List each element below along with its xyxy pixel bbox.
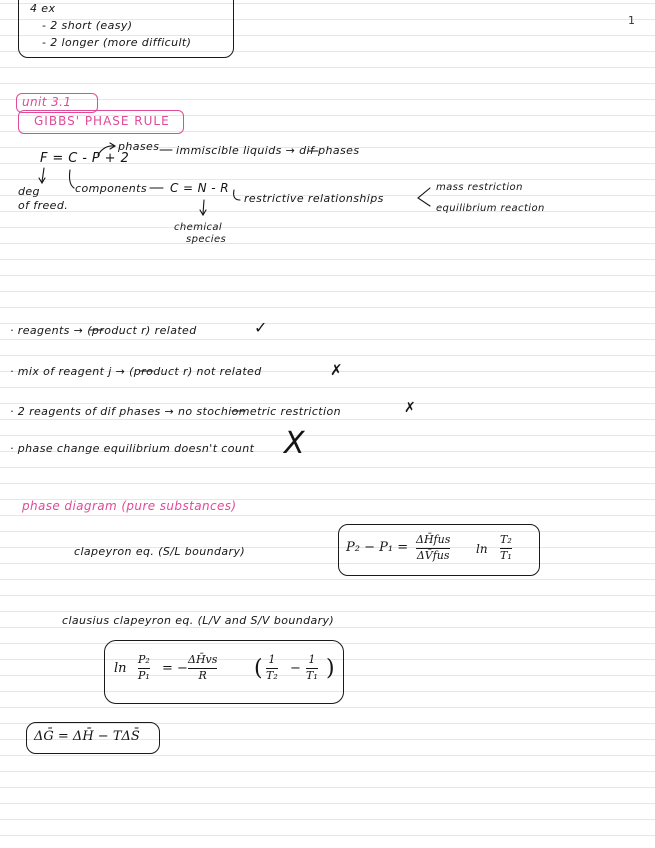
clausius-clapeyron-minus: − bbox=[290, 661, 301, 676]
exam-format-line-2: - 2 short (easy) bbox=[42, 19, 133, 32]
equilibrium-reaction: equilibrium reaction bbox=[436, 203, 545, 214]
clapeyron-temperature-denominator: T₁ bbox=[500, 548, 512, 562]
clapeyron-label: clapeyron eq. (S/L boundary) bbox=[74, 545, 246, 558]
exam-format-line-3: - 2 longer (more difficult) bbox=[42, 36, 192, 49]
dof-label-line-2: of freed. bbox=[18, 199, 69, 212]
clausius-clapeyron-close-paren: ) bbox=[326, 656, 335, 681]
bullet-3-cross-icon: ✗ bbox=[404, 400, 416, 416]
phase-diagram-heading: phase diagram (pure substances) bbox=[22, 499, 237, 513]
phases-note: immiscible liquids → dif phases bbox=[176, 144, 360, 157]
unit-title: GIBBS' PHASE RULE bbox=[34, 114, 170, 128]
bullet-4-text: · phase change equilibrium doesn't count bbox=[10, 442, 255, 455]
bullet-1-check-icon: ✓ bbox=[254, 318, 268, 337]
components-formula: C = N - R bbox=[170, 181, 229, 195]
clapeyron-lhs: P₂ − P₁ = bbox=[346, 540, 409, 555]
clausius-clapeyron-enthalpy-fraction bbox=[188, 654, 217, 682]
clausius-clapeyron-pressure-numerator: P₂ bbox=[138, 653, 150, 666]
page-number: 1 bbox=[628, 14, 635, 27]
chemical-species-line-1: chemical bbox=[174, 222, 223, 233]
clausius-clapeyron-enthalpy-denominator: R bbox=[198, 668, 207, 682]
bullet-1-text: · reagents → (product r) related bbox=[10, 324, 197, 337]
clausius-clapeyron-inverse-t1-numerator: 1 bbox=[308, 653, 316, 666]
clapeyron-temperature-fraction bbox=[500, 534, 512, 562]
clausius-clapeyron-inverse-t2 bbox=[266, 654, 278, 682]
bullet-2-cross-icon: ✗ bbox=[330, 361, 343, 379]
bullet-3-text: · 2 reagents of dif phases → no stochiometric restriction bbox=[10, 405, 341, 418]
phase-rule-formula: F = C - P + 2 bbox=[40, 151, 130, 166]
chemical-species-line-2: species bbox=[186, 234, 227, 245]
clausius-clapeyron-inverse-t1-denominator: T₁ bbox=[306, 668, 318, 682]
phases-label: phases bbox=[118, 140, 160, 153]
components-label: components bbox=[75, 182, 147, 195]
bullet-2-text: · mix of reagent j → (product r) not related bbox=[10, 365, 262, 378]
clapeyron-enthalpy-fraction bbox=[416, 534, 450, 562]
gibbs-energy-equation: ΔḠ = ΔH̄ − TΔS̄ bbox=[34, 729, 140, 744]
clausius-clapeyron-inverse-t2-denominator: T₂ bbox=[266, 668, 278, 682]
bullet-4-cross-icon: X bbox=[284, 426, 305, 461]
clausius-clapeyron-pressure-denominator: P₁ bbox=[138, 668, 150, 682]
clausius-clapeyron-pressure-fraction bbox=[138, 654, 150, 682]
clausius-clapeyron-inverse-t2-numerator: 1 bbox=[268, 653, 276, 666]
clausius-clapeyron-equals: = − bbox=[162, 661, 188, 676]
clausius-clapeyron-open-paren: ( bbox=[254, 656, 263, 681]
dof-label-line-1: deg bbox=[18, 185, 40, 198]
clapeyron-enthalpy-numerator: ΔH̄fus bbox=[416, 533, 451, 546]
unit-label: unit 3.1 bbox=[22, 95, 72, 109]
mass-restriction: mass restriction bbox=[436, 182, 523, 193]
clapeyron-enthalpy-denominator: ΔV̄fus bbox=[416, 548, 450, 562]
clausius-clapeyron-enthalpy-numerator: ΔH̄vs bbox=[188, 653, 218, 666]
clausius-clapeyron-ln: ln bbox=[114, 661, 127, 676]
clausius-clapeyron-inverse-t1 bbox=[306, 654, 318, 682]
exam-format-line-1: 4 ex bbox=[30, 2, 56, 15]
clausius-clapeyron-label: clausius clapeyron eq. (L/V and S/V boundary) bbox=[62, 614, 335, 627]
clapeyron-temperature-numerator: T₂ bbox=[500, 533, 512, 546]
clapeyron-ln: ln bbox=[476, 542, 488, 556]
restrictive-relationships: restrictive relationships bbox=[244, 192, 384, 205]
